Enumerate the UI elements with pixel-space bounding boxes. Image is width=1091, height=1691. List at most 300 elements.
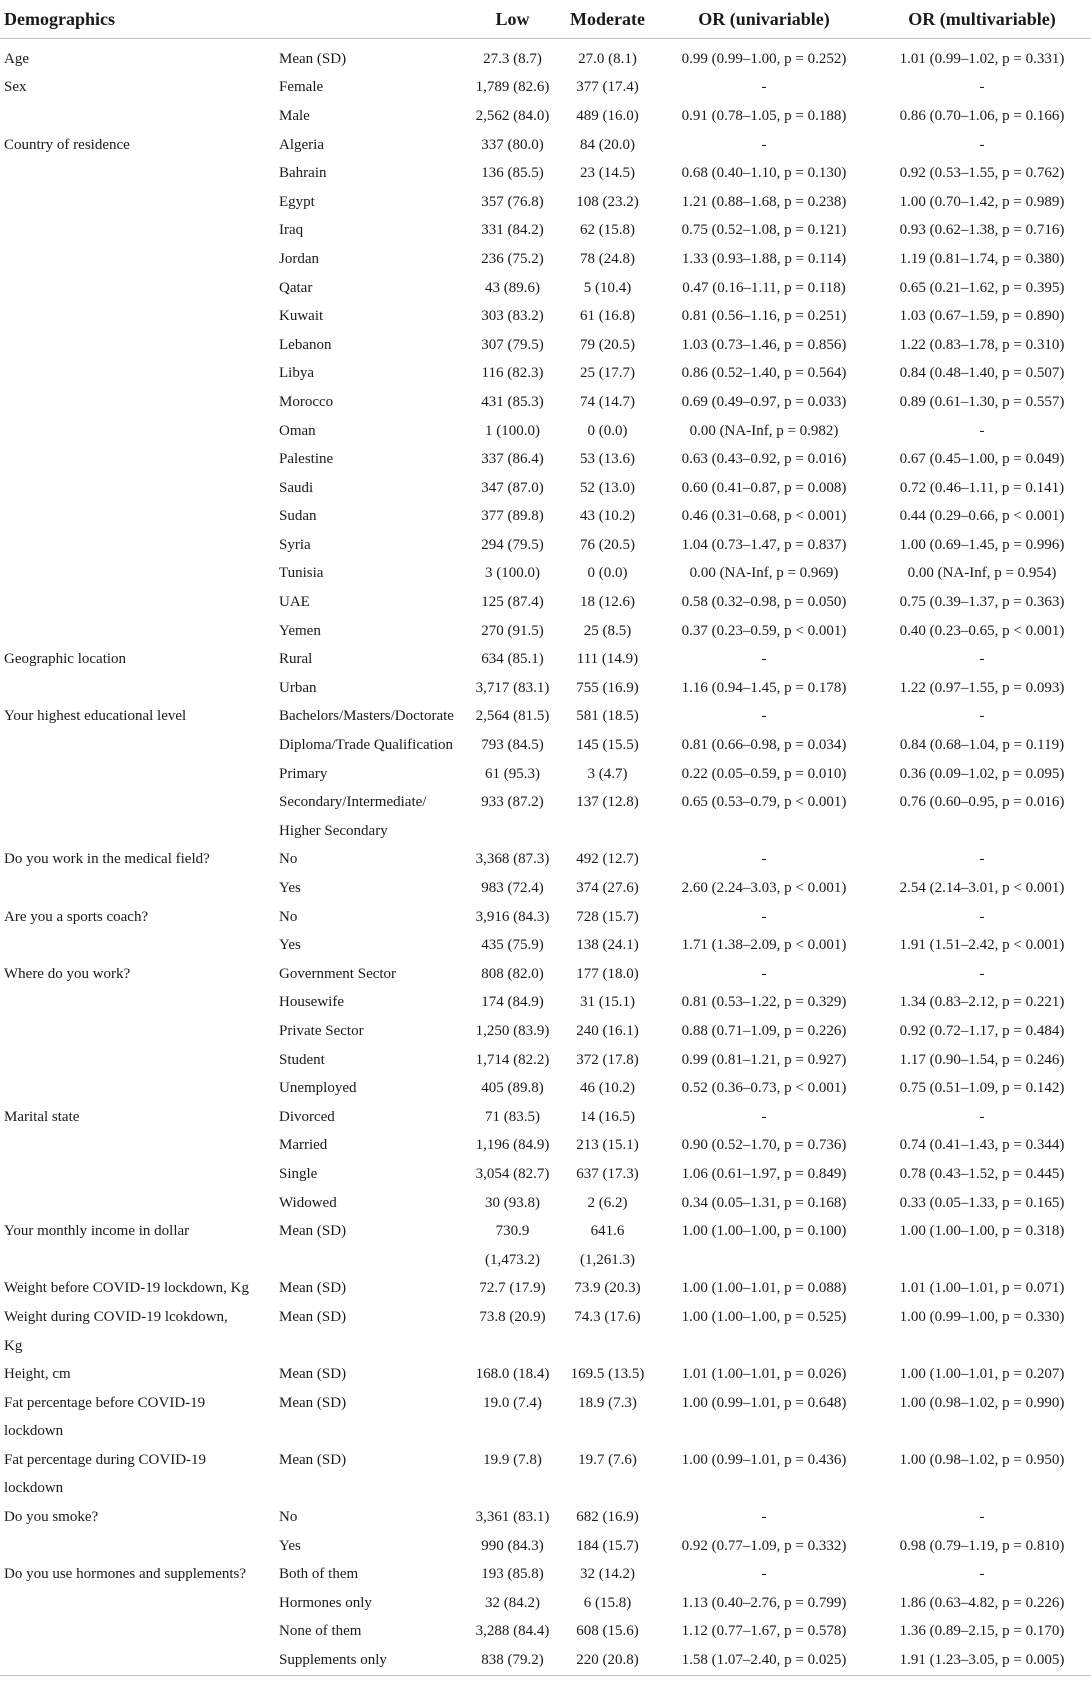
cell-category: Iraq xyxy=(279,222,304,239)
cell-low: 357 (76.8) xyxy=(481,193,544,210)
cell-moderate: 78 (24.8) xyxy=(580,250,635,267)
col-header-low: Low xyxy=(465,0,560,39)
cell-variable xyxy=(0,1589,275,1618)
cell-moderate: 177 (18.0) xyxy=(576,965,639,982)
table-row xyxy=(0,417,1091,446)
cell-low: 19.0 (7.4) xyxy=(483,1394,542,1411)
cell-variable xyxy=(0,931,275,960)
cell-low: 2,562 (84.0) xyxy=(475,107,550,124)
cell-or-multivariable: 1.86 (0.63–4.82, p = 0.226) xyxy=(899,1594,1065,1611)
cell-or-multivariable: - xyxy=(979,908,985,925)
cell-moderate: 637 (17.3) xyxy=(576,1165,639,1182)
cell-or-multivariable: 1.01 (1.00–1.01, p = 0.071) xyxy=(899,1280,1065,1297)
cell-category: Yes xyxy=(279,937,301,954)
cell-category: Primary xyxy=(279,765,328,782)
cell-low: 431 (85.3) xyxy=(481,393,544,410)
cell-category: Student xyxy=(279,1051,325,1068)
table-row xyxy=(0,274,1091,303)
cell-category: Kuwait xyxy=(279,308,324,325)
col-header-demographics: Demographics xyxy=(0,0,275,39)
cell-category: None of them xyxy=(279,1623,362,1640)
cell-low: 337 (86.4) xyxy=(481,451,544,468)
cell-moderate: 489 (16.0) xyxy=(576,107,639,124)
cell-moderate: 145 (15.5) xyxy=(576,737,639,754)
cell-category: Syria xyxy=(279,536,311,553)
cell-moderate xyxy=(560,1332,655,1361)
cell-or-univariable: 1.71 (1.38–2.09, p < 0.001) xyxy=(681,937,847,954)
cell-moderate: 79 (20.5) xyxy=(580,336,635,353)
cell-or-multivariable: 0.76 (0.60–0.95, p = 0.016) xyxy=(899,794,1065,811)
table-row xyxy=(0,102,1091,131)
cell-low: 307 (79.5) xyxy=(481,336,544,353)
cell-variable xyxy=(0,1246,275,1275)
table-row xyxy=(0,159,1091,188)
table-row xyxy=(0,1360,1091,1389)
cell-category xyxy=(275,1246,465,1275)
cell-moderate: 73.9 (20.3) xyxy=(574,1280,641,1297)
table-row xyxy=(0,39,1091,74)
table-row xyxy=(0,1160,1091,1189)
table-row xyxy=(0,674,1091,703)
cell-category: Mean (SD) xyxy=(279,50,347,67)
cell-moderate: (1,261.3) xyxy=(580,1251,635,1268)
cell-variable: Do you smoke? xyxy=(4,1509,99,1526)
cell-moderate: 74.3 (17.6) xyxy=(574,1308,641,1325)
cell-category: Mean (SD) xyxy=(279,1308,347,1325)
cell-moderate: 43 (10.2) xyxy=(580,508,635,525)
cell-category: Mean (SD) xyxy=(279,1223,347,1240)
cell-or-multivariable: 0.93 (0.62–1.38, p = 0.716) xyxy=(899,222,1065,239)
table-row xyxy=(0,74,1091,103)
cell-moderate: 25 (8.5) xyxy=(583,622,632,639)
table-row xyxy=(0,874,1091,903)
cell-moderate: 76 (20.5) xyxy=(580,536,635,553)
col-header-or-multivariable: OR (multivariable) xyxy=(873,0,1091,39)
cell-variable xyxy=(0,1017,275,1046)
cell-moderate: 581 (18.5) xyxy=(576,708,639,725)
cell-or-univariable: 0.99 (0.99–1.00, p = 0.252) xyxy=(681,50,847,67)
cell-low: 730.9 xyxy=(495,1223,530,1240)
cell-low: 933 (87.2) xyxy=(481,794,544,811)
cell-moderate: 53 (13.6) xyxy=(580,451,635,468)
cell-or-multivariable: 0.65 (0.21–1.62, p = 0.395) xyxy=(899,279,1065,296)
cell-or-univariable: 0.37 (0.23–0.59, p < 0.001) xyxy=(681,622,847,639)
cell-low: 377 (89.8) xyxy=(481,508,544,525)
cell-variable xyxy=(0,217,275,246)
cell-or-univariable: 1.00 (1.00–1.01, p = 0.088) xyxy=(681,1280,847,1297)
cell-low: 73.8 (20.9) xyxy=(479,1308,546,1325)
cell-category: No xyxy=(279,851,298,868)
cell-category: Qatar xyxy=(279,279,313,296)
table-row xyxy=(0,131,1091,160)
cell-moderate: 169.5 (13.5) xyxy=(570,1366,645,1383)
cell-variable xyxy=(0,1160,275,1189)
cell-low: 270 (91.5) xyxy=(481,622,544,639)
cell-variable: lockdown xyxy=(4,1423,64,1440)
cell-low: 168.0 (18.4) xyxy=(475,1366,550,1383)
table-row xyxy=(0,1532,1091,1561)
cell-variable xyxy=(0,1618,275,1647)
cell-category: Tunisia xyxy=(279,565,324,582)
table-row xyxy=(0,1074,1091,1103)
table-row xyxy=(0,817,1091,846)
cell-variable xyxy=(0,674,275,703)
cell-category: Hormones only xyxy=(279,1594,372,1611)
cell-or-multivariable: - xyxy=(979,851,985,868)
cell-low: 405 (89.8) xyxy=(481,1080,544,1097)
cell-variable: Fat percentage before COVID-19 xyxy=(4,1394,206,1411)
cell-variable xyxy=(0,788,275,817)
cell-or-multivariable xyxy=(873,1475,1091,1504)
cell-low: 116 (82.3) xyxy=(481,365,544,382)
cell-moderate: 18 (12.6) xyxy=(580,594,635,611)
cell-or-univariable: 0.92 (0.77–1.09, p = 0.332) xyxy=(681,1537,847,1554)
col-header-moderate: Moderate xyxy=(560,0,655,39)
cell-low: 3,916 (84.3) xyxy=(475,908,550,925)
cell-low xyxy=(465,1475,560,1504)
cell-or-univariable xyxy=(655,1418,873,1447)
cell-category: Bachelors/Masters/Doctorate xyxy=(279,708,454,725)
cell-variable xyxy=(0,588,275,617)
table-row xyxy=(0,245,1091,274)
cell-variable: Age xyxy=(4,50,29,67)
cell-moderate: 6 (15.8) xyxy=(583,1594,632,1611)
table-row xyxy=(0,846,1091,875)
cell-low: 3,368 (87.3) xyxy=(475,851,550,868)
cell-variable: Height, cm xyxy=(4,1366,71,1383)
cell-or-multivariable: 1.34 (0.83–2.12, p = 0.221) xyxy=(899,994,1065,1011)
cell-moderate: 240 (16.1) xyxy=(576,1022,639,1039)
cell-low: 331 (84.2) xyxy=(481,222,544,239)
table-row xyxy=(0,560,1091,589)
cell-variable xyxy=(0,874,275,903)
cell-variable: Your monthly income in dollar xyxy=(4,1223,190,1240)
cell-or-multivariable: 0.44 (0.29–0.66, p < 0.001) xyxy=(899,508,1065,525)
cell-moderate: 46 (10.2) xyxy=(580,1080,635,1097)
cell-low: 1,196 (84.9) xyxy=(475,1137,550,1154)
cell-or-multivariable: 0.92 (0.72–1.17, p = 0.484) xyxy=(899,1022,1065,1039)
cell-low: 174 (84.9) xyxy=(481,994,544,1011)
cell-category: UAE xyxy=(279,594,310,611)
cell-moderate: 492 (12.7) xyxy=(576,851,639,868)
cell-moderate: 61 (16.8) xyxy=(580,308,635,325)
cell-category: Mean (SD) xyxy=(279,1394,347,1411)
cell-moderate: 5 (10.4) xyxy=(583,279,632,296)
cell-or-multivariable: 0.72 (0.46–1.11, p = 0.141) xyxy=(899,479,1065,496)
table-row xyxy=(0,503,1091,532)
cell-low: 3,288 (84.4) xyxy=(475,1623,550,1640)
table-body xyxy=(0,39,1091,1676)
cell-moderate: 3 (4.7) xyxy=(587,765,628,782)
cell-category: No xyxy=(279,1509,298,1526)
col-header-category xyxy=(275,0,465,39)
cell-low xyxy=(465,1418,560,1447)
cell-category: Algeria xyxy=(279,136,324,153)
cell-category: Single xyxy=(279,1165,318,1182)
cell-variable xyxy=(0,560,275,589)
cell-category: Married xyxy=(279,1137,328,1154)
table-row xyxy=(0,1103,1091,1132)
cell-category: Oman xyxy=(279,422,316,439)
table-row xyxy=(0,1389,1091,1418)
table-row xyxy=(0,1618,1091,1647)
cell-moderate: 108 (23.2) xyxy=(576,193,639,210)
cell-or-univariable: 0.60 (0.41–0.87, p = 0.008) xyxy=(681,479,847,496)
cell-or-univariable: - xyxy=(761,851,767,868)
cell-or-univariable: 2.60 (2.24–3.03, p < 0.001) xyxy=(681,880,847,897)
cell-variable xyxy=(0,188,275,217)
cell-or-univariable: 0.69 (0.49–0.97, p = 0.033) xyxy=(681,393,847,410)
cell-or-univariable: 0.91 (0.78–1.05, p = 0.188) xyxy=(681,107,847,124)
cell-moderate: 62 (15.8) xyxy=(580,222,635,239)
cell-or-multivariable: 1.22 (0.97–1.55, p = 0.093) xyxy=(899,679,1065,696)
cell-variable: Weight during COVID-19 lcokdown, xyxy=(4,1308,228,1325)
cell-low: 793 (84.5) xyxy=(481,737,544,754)
cell-or-multivariable xyxy=(873,1246,1091,1275)
cell-or-univariable: 0.47 (0.16–1.11, p = 0.118) xyxy=(682,279,846,296)
cell-variable xyxy=(0,760,275,789)
cell-moderate: 728 (15.7) xyxy=(576,908,639,925)
cell-moderate: 31 (15.1) xyxy=(580,994,635,1011)
cell-category: Bahrain xyxy=(279,165,327,182)
cell-or-multivariable: 1.00 (0.98–1.02, p = 0.990) xyxy=(899,1394,1065,1411)
cell-or-univariable: 0.81 (0.56–1.16, p = 0.251) xyxy=(681,308,847,325)
cell-or-univariable: 0.34 (0.05–1.31, p = 0.168) xyxy=(681,1194,847,1211)
cell-or-multivariable: 1.91 (1.51–2.42, p < 0.001) xyxy=(899,937,1065,954)
header-row xyxy=(0,0,1091,39)
cell-variable: Weight before COVID-19 lockdown, Kg xyxy=(4,1280,249,1297)
cell-low: 30 (93.8) xyxy=(485,1194,540,1211)
cell-low: 838 (79.2) xyxy=(465,1646,560,1675)
cell-or-multivariable: 1.00 (0.98–1.02, p = 0.950) xyxy=(899,1451,1065,1468)
cell-or-univariable xyxy=(655,817,873,846)
cell-or-univariable: - xyxy=(761,136,767,153)
cell-or-univariable: 1.21 (0.88–1.68, p = 0.238) xyxy=(681,193,847,210)
cell-low: 236 (75.2) xyxy=(481,250,544,267)
cell-low: 347 (87.0) xyxy=(481,479,544,496)
cell-or-univariable: 0.81 (0.53–1.22, p = 0.329) xyxy=(681,994,847,1011)
table-row xyxy=(0,1246,1091,1275)
cell-or-multivariable: 0.36 (0.09–1.02, p = 0.095) xyxy=(899,765,1065,782)
cell-moderate: 137 (12.8) xyxy=(576,794,639,811)
cell-moderate: 84 (20.0) xyxy=(580,136,635,153)
cell-category: Yes xyxy=(279,1537,301,1554)
cell-low: 634 (85.1) xyxy=(481,651,544,668)
cell-low: 27.3 (8.7) xyxy=(483,50,542,67)
cell-moderate xyxy=(560,1475,655,1504)
cell-or-univariable: 1.00 (0.99–1.01, p = 0.436) xyxy=(681,1451,847,1468)
table-row xyxy=(0,731,1091,760)
cell-moderate: 220 (20.8) xyxy=(560,1646,655,1675)
cell-variable: Do you work in the medical field? xyxy=(4,851,210,868)
cell-variable xyxy=(0,474,275,503)
cell-or-multivariable: 0.75 (0.39–1.37, p = 0.363) xyxy=(899,594,1065,611)
cell-or-univariable xyxy=(655,1332,873,1361)
cell-or-univariable: 0.00 (NA-Inf, p = 0.969) xyxy=(689,565,839,582)
cell-moderate: 0 (0.0) xyxy=(587,422,628,439)
table-row xyxy=(0,1589,1091,1618)
cell-category: Private Sector xyxy=(279,1022,364,1039)
cell-variable xyxy=(0,1532,275,1561)
cell-low: 61 (95.3) xyxy=(485,765,540,782)
table-row xyxy=(0,1189,1091,1218)
cell-variable xyxy=(0,102,275,131)
cell-variable: Kg xyxy=(4,1337,23,1354)
cell-or-univariable: 0.81 (0.66–0.98, p = 0.034) xyxy=(681,737,847,754)
cell-variable xyxy=(0,503,275,532)
cell-low: 990 (84.3) xyxy=(481,1537,544,1554)
cell-or-univariable: 0.22 (0.05–0.59, p = 0.010) xyxy=(681,765,847,782)
cell-moderate: 74 (14.7) xyxy=(580,393,635,410)
table-row xyxy=(0,302,1091,331)
cell-moderate: 641.6 xyxy=(590,1223,625,1240)
cell-or-multivariable: 0.67 (0.45–1.00, p = 0.049) xyxy=(899,451,1065,468)
cell-moderate: 184 (15.7) xyxy=(576,1537,639,1554)
cell-variable: Country of residence xyxy=(4,136,130,153)
cell-low: 303 (83.2) xyxy=(481,308,544,325)
cell-variable xyxy=(0,1046,275,1075)
cell-variable: Do you use hormones and supplements? xyxy=(4,1566,247,1583)
table-row xyxy=(0,188,1091,217)
table-row xyxy=(0,360,1091,389)
cell-moderate: 213 (15.1) xyxy=(576,1137,639,1154)
cell-low: 3,717 (83.1) xyxy=(475,679,550,696)
cell-or-multivariable: - xyxy=(979,79,985,96)
cell-or-multivariable: 2.54 (2.14–3.01, p < 0.001) xyxy=(899,880,1065,897)
cell-moderate: 2 (6.2) xyxy=(587,1194,628,1211)
cell-variable xyxy=(0,360,275,389)
cell-moderate: 111 (14.9) xyxy=(576,651,639,668)
cell-or-multivariable: 0.89 (0.61–1.30, p = 0.557) xyxy=(899,393,1065,410)
table-row xyxy=(0,217,1091,246)
cell-category: Supplements only xyxy=(275,1646,465,1675)
cell-variable: Marital state xyxy=(4,1108,80,1125)
table-row xyxy=(0,331,1091,360)
table-row xyxy=(0,703,1091,732)
cell-low: 72.7 (17.9) xyxy=(479,1280,546,1297)
cell-moderate: 372 (17.8) xyxy=(576,1051,639,1068)
cell-category: Government Sector xyxy=(279,965,397,982)
table-row xyxy=(0,588,1091,617)
cell-variable xyxy=(0,817,275,846)
cell-or-univariable: 1.16 (0.94–1.45, p = 0.178) xyxy=(681,679,847,696)
cell-or-univariable: 0.68 (0.40–1.10, p = 0.130) xyxy=(681,165,847,182)
cell-or-univariable: 0.86 (0.52–1.40, p = 0.564) xyxy=(681,365,847,382)
cell-moderate: 32 (14.2) xyxy=(580,1566,635,1583)
cell-low xyxy=(465,1332,560,1361)
cell-variable xyxy=(0,302,275,331)
cell-or-univariable: 1.00 (0.99–1.01, p = 0.648) xyxy=(681,1394,847,1411)
cell-category: Higher Secondary xyxy=(279,822,388,839)
cell-or-multivariable: 1.19 (0.81–1.74, p = 0.380) xyxy=(899,250,1065,267)
cell-moderate: 14 (16.5) xyxy=(580,1108,635,1125)
cell-low: 71 (83.5) xyxy=(485,1108,540,1125)
cell-category: No xyxy=(279,908,298,925)
cell-variable xyxy=(0,1646,275,1675)
cell-variable: lockdown xyxy=(4,1480,64,1497)
table-row xyxy=(0,903,1091,932)
cell-or-multivariable: 1.00 (1.00–1.00, p = 0.318) xyxy=(899,1223,1065,1240)
cell-category: Mean (SD) xyxy=(279,1451,347,1468)
cell-category: Palestine xyxy=(279,451,334,468)
cell-or-multivariable: - xyxy=(979,136,985,153)
cell-or-multivariable xyxy=(873,1418,1091,1447)
cell-category: Female xyxy=(279,79,324,96)
cell-variable: Where do you work? xyxy=(4,965,131,982)
cell-variable: Fat percentage during COVID-19 xyxy=(4,1451,207,1468)
cell-or-univariable: 0.00 (NA-Inf, p = 0.982) xyxy=(689,422,839,439)
cell-moderate: 18.9 (7.3) xyxy=(578,1394,637,1411)
table-row xyxy=(0,1503,1091,1532)
cell-moderate: 377 (17.4) xyxy=(576,79,639,96)
table-row xyxy=(0,645,1091,674)
cell-category: Saudi xyxy=(279,479,314,496)
cell-low: 294 (79.5) xyxy=(481,536,544,553)
cell-category: Rural xyxy=(279,651,313,668)
table-row xyxy=(0,1017,1091,1046)
table-row xyxy=(0,1217,1091,1246)
cell-or-multivariable: - xyxy=(979,708,985,725)
cell-variable xyxy=(0,531,275,560)
cell-or-univariable: 0.46 (0.31–0.68, p < 0.001) xyxy=(681,508,847,525)
cell-or-multivariable: 0.74 (0.41–1.43, p = 0.344) xyxy=(899,1137,1065,1154)
cell-or-multivariable: 1.00 (1.00–1.01, p = 0.207) xyxy=(899,1366,1065,1383)
table-row xyxy=(0,1303,1091,1332)
cell-low: 3 (100.0) xyxy=(485,565,540,582)
cell-low xyxy=(465,817,560,846)
cell-or-multivariable: 1.17 (0.90–1.54, p = 0.246) xyxy=(899,1051,1065,1068)
table-row xyxy=(0,788,1091,817)
cell-category: Yes xyxy=(279,880,301,897)
cell-variable xyxy=(0,331,275,360)
cell-variable xyxy=(0,245,275,274)
cell-category: Lebanon xyxy=(279,336,332,353)
cell-or-univariable: 0.75 (0.52–1.08, p = 0.121) xyxy=(681,222,847,239)
cell-or-univariable: 1.06 (0.61–1.97, p = 0.849) xyxy=(681,1165,847,1182)
cell-low: 19.9 (7.8) xyxy=(483,1451,542,1468)
table-row xyxy=(0,474,1091,503)
table-row xyxy=(0,1646,1091,1675)
cell-low: 125 (87.4) xyxy=(481,594,544,611)
table-row xyxy=(0,989,1091,1018)
cell-category: Diploma/Trade Qualification xyxy=(279,737,453,754)
cell-or-univariable: - xyxy=(761,1509,767,1526)
cell-category xyxy=(275,1332,465,1361)
cell-low: 1,714 (82.2) xyxy=(475,1051,550,1068)
cell-variable xyxy=(0,617,275,646)
cell-low: 32 (84.2) xyxy=(485,1594,540,1611)
cell-variable xyxy=(0,417,275,446)
cell-or-multivariable: 1.03 (0.67–1.59, p = 0.890) xyxy=(899,308,1065,325)
table-row xyxy=(0,445,1091,474)
cell-or-multivariable: 0.40 (0.23–0.65, p < 0.001) xyxy=(899,622,1065,639)
cell-variable: Your highest educational level xyxy=(4,708,187,725)
cell-moderate xyxy=(560,817,655,846)
table-row xyxy=(0,1475,1091,1504)
cell-category: Jordan xyxy=(279,250,319,267)
cell-or-univariable: 1.00 (1.00–1.00, p = 0.100) xyxy=(681,1223,847,1240)
cell-or-univariable: 1.13 (0.40–2.76, p = 0.799) xyxy=(681,1594,847,1611)
cell-low: 136 (85.5) xyxy=(481,165,544,182)
table-row xyxy=(0,1560,1091,1589)
cell-or-univariable: 1.33 (0.93–1.88, p = 0.114) xyxy=(681,250,847,267)
cell-moderate: 374 (27.6) xyxy=(576,880,639,897)
cell-variable xyxy=(0,731,275,760)
cell-low: 435 (75.9) xyxy=(481,937,544,954)
cell-moderate xyxy=(560,1418,655,1447)
table-row xyxy=(0,760,1091,789)
cell-or-multivariable: - xyxy=(979,965,985,982)
